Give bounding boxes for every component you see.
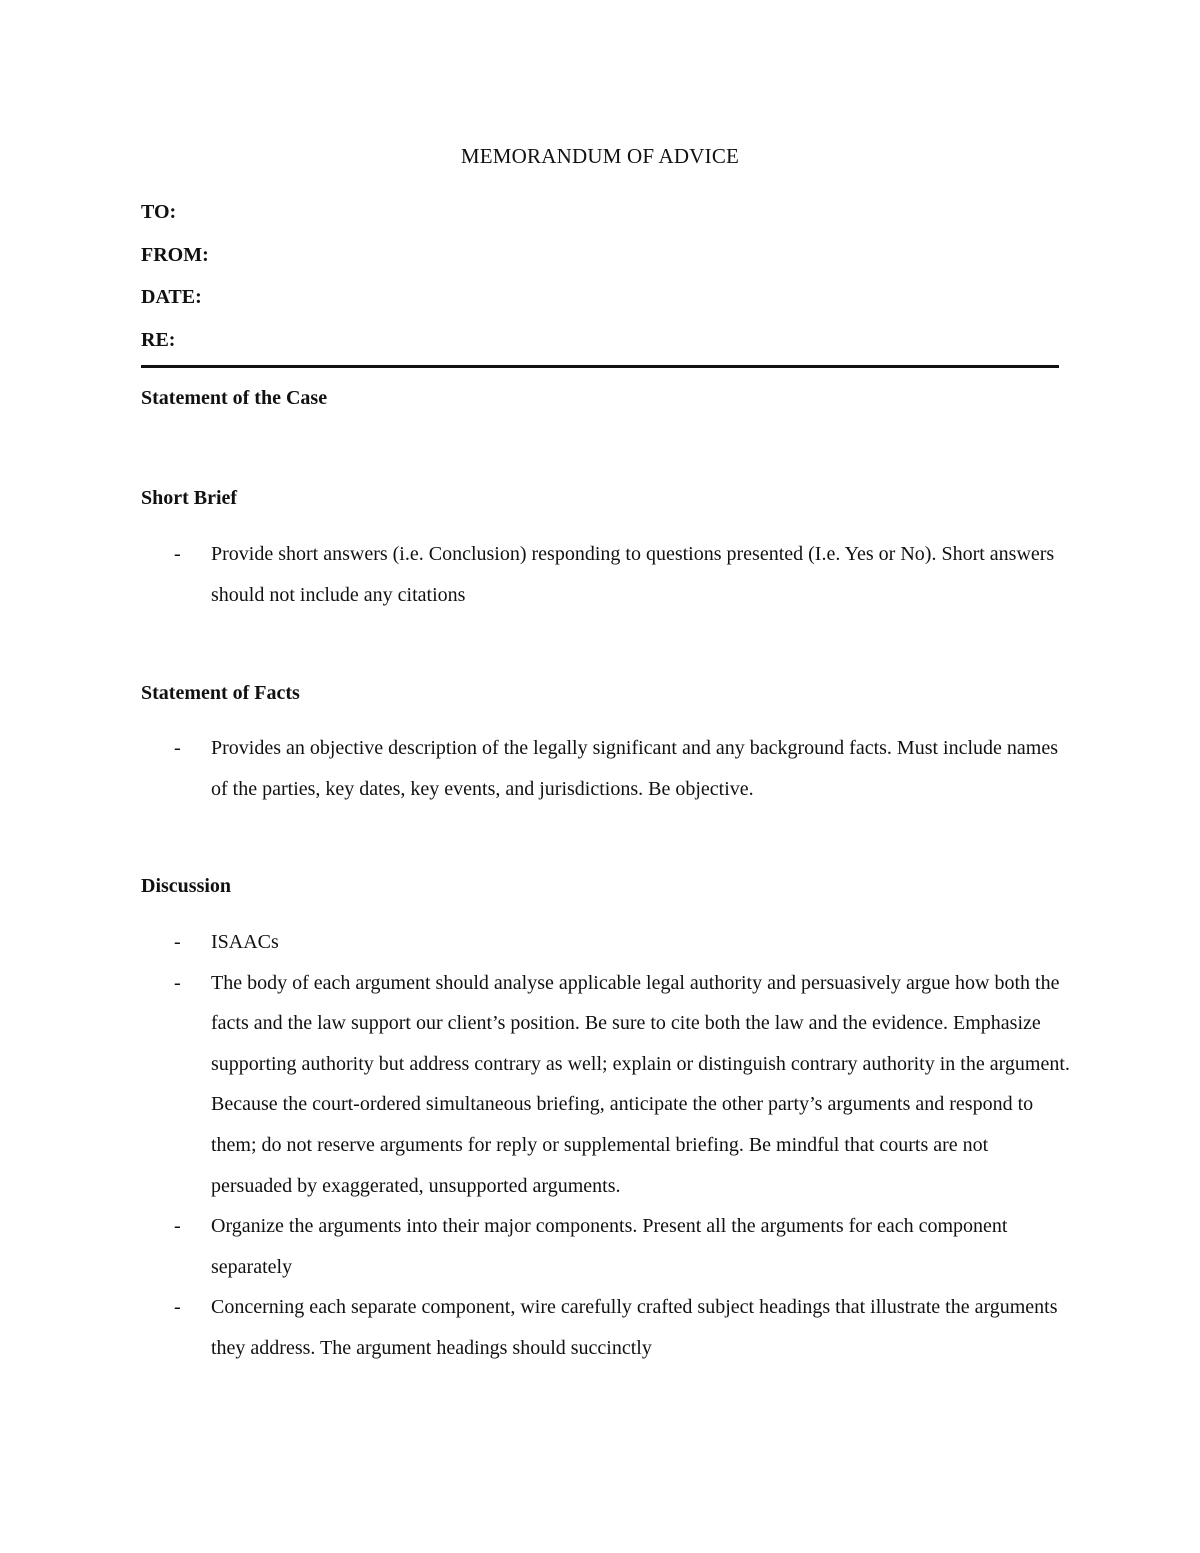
bullet-marker: - [174,543,181,565]
discussion-list [141,922,1071,1369]
bullet-text: ISAACs [211,931,279,953]
list-item [141,1206,1071,1287]
heading-statement-of-facts: Statement of Facts [141,682,300,704]
statement-of-facts-list [141,728,1071,809]
bullet-marker: - [174,1296,181,1319]
bullet-marker: - [174,737,181,759]
memo-title: MEMORANDUM OF ADVICE [460,144,740,168]
list-item [141,1287,1071,1368]
re-label: RE: [141,329,176,351]
heading-short-brief: Short Brief [141,487,238,509]
bullet-text: Organize the arguments into their major components. Present all the arguments for each component separately [211,1215,1008,1278]
to-label: TO: [141,201,177,223]
heading-statement-of-case: Statement of the Case [141,387,328,409]
date-label: DATE: [141,286,202,308]
bullet-text: Concerning each separate component, wire carefully crafted subject headings that illustrate the arguments they address. The argument headings should succinctly [211,1296,1058,1359]
from-label: FROM: [141,244,209,266]
bullet-marker: - [174,1215,181,1238]
list-item [141,963,1071,1207]
bullet-text: Provide short answers (i.e. Conclusion) responding to questions presented (I.e. Yes or No). Short answers should not include any citations [211,543,1055,606]
bullet-marker: - [174,931,181,953]
bullet-text: The body of each argument should analyse applicable legal authority and persuasively argue how both the facts and the law support our client’s position. Be sure to cite both the law and the evidence. Emphasize supporting authority but address contrary as well; explain or distinguish contrary authority in the argument. Because the court-ordered simultaneous briefing, anticipate the other party’s arguments and respond to them; do not reserve arguments for reply or supplemental briefing. Be mindful that courts are not persuaded by exaggerated, unsupported arguments. [211,971,1070,1197]
heading-discussion: Discussion [141,875,232,897]
bullet-marker: - [174,971,181,994]
bullet-text: Provides an objective description of the legally significant and any background facts. Must include names of the parties, key dates, key events, and jurisdictions. Be objective. [211,737,1058,800]
short-brief-list [141,534,1071,615]
list-item [141,534,1071,615]
list-item [141,922,1071,963]
header-divider [141,365,1059,368]
list-item [141,728,1071,809]
